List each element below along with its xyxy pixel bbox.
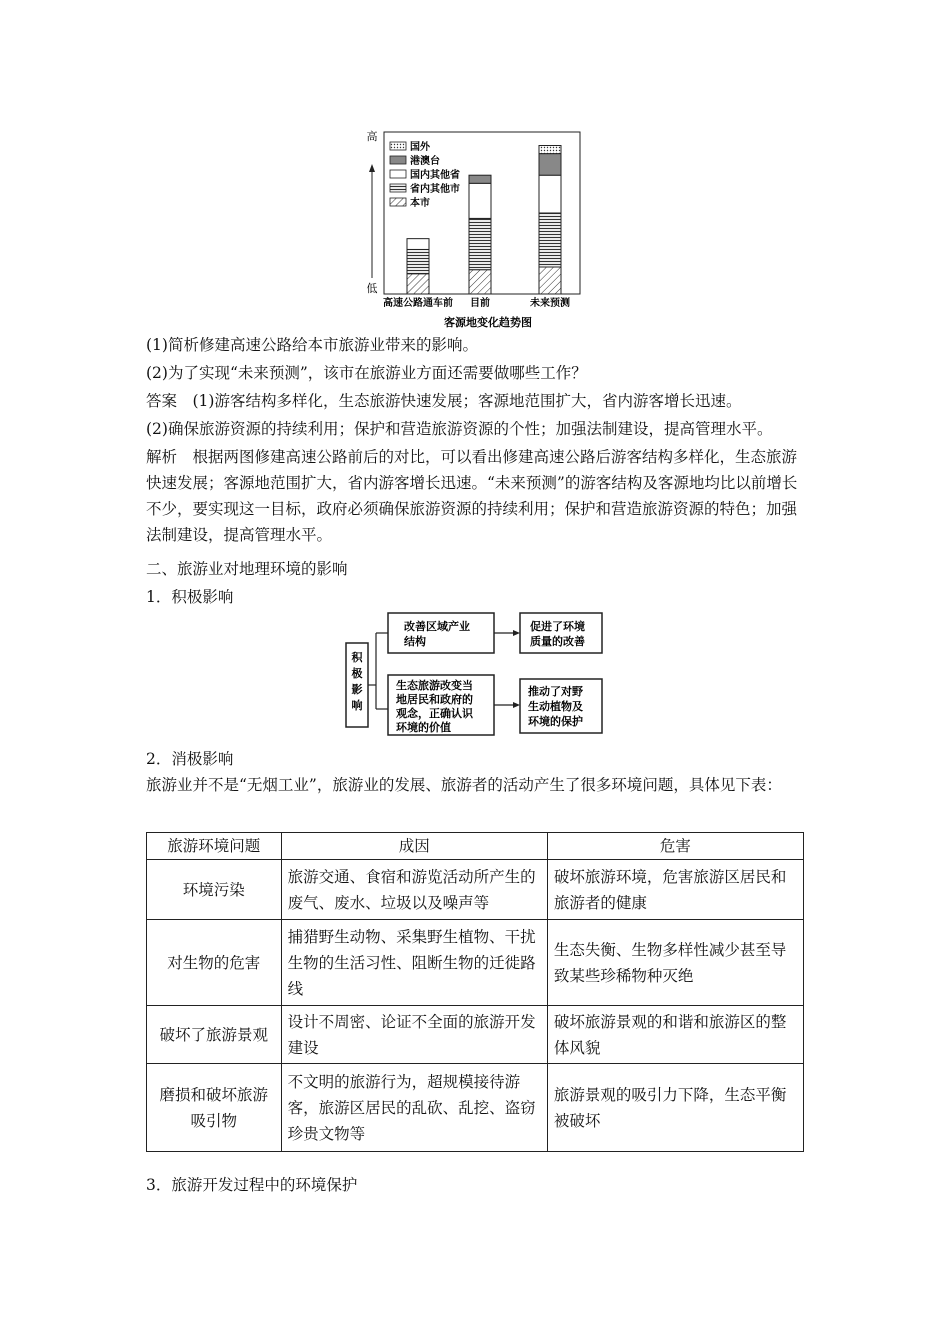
svg-text:生态旅游改变当: 生态旅游改变当 xyxy=(396,679,473,692)
bar-segment xyxy=(407,239,429,250)
svg-text:环境的价值: 环境的价值 xyxy=(396,721,451,734)
svg-text:影: 影 xyxy=(351,683,363,696)
subheading-positive: 1．积极影响 xyxy=(146,588,234,606)
cell-problem: 环境污染 xyxy=(147,860,282,920)
answer-line-2: (2)确保旅游资源的持续利用；保护和营造旅游资源的个性；加强法制建设，提高管理水平。 xyxy=(146,420,773,438)
legend-label: 省内其他市 xyxy=(410,184,460,195)
svg-text:积: 积 xyxy=(351,651,363,664)
legend-label: 港澳台 xyxy=(410,156,440,167)
cell-harm: 破坏旅游景观的和谐和旅游区的整体风貌 xyxy=(547,1006,803,1064)
x-tick-label: 未来预测 xyxy=(530,298,570,309)
header-harm: 危害 xyxy=(547,833,803,860)
source-region-chart xyxy=(360,128,600,334)
chart-title: 客源地变化趋势图 xyxy=(444,316,532,329)
table-header-row xyxy=(147,833,804,860)
svg-text:推动了对野: 推动了对野 xyxy=(528,685,583,698)
positive-impact-diagram xyxy=(344,607,606,737)
svg-text:响: 响 xyxy=(351,699,363,712)
question-2: (2)为了实现“未来预测”，该市在旅游业方面还需要做哪些工作？ xyxy=(146,364,587,382)
svg-text:极: 极 xyxy=(351,667,363,680)
legend-swatch xyxy=(390,198,406,206)
svg-text:结构: 结构 xyxy=(404,635,426,648)
bar-segment xyxy=(407,249,429,273)
legend-swatch xyxy=(390,170,406,178)
svg-text:质量的改善: 质量的改善 xyxy=(530,635,585,648)
bar-segment xyxy=(539,154,561,176)
bar-segment xyxy=(469,175,491,183)
bar-segment xyxy=(539,213,561,267)
bar-segment xyxy=(469,270,491,294)
cell-harm: 破坏旅游环境，危害旅游区居民和旅游者的健康 xyxy=(547,860,803,920)
y-label-low: 低 xyxy=(366,282,378,295)
table-row xyxy=(147,860,804,920)
x-tick-label: 高速公路通车前 xyxy=(383,298,453,309)
negative-intro: 旅游业并不是“无烟工业”，旅游业的发展、旅游者的活动产生了很多环境问题，具体见下表： xyxy=(146,776,782,794)
answer-line-1: 答案 (1)游客结构多样化，生态旅游快速发展；客源地范围扩大，省内游客增长迅速。 xyxy=(146,392,742,410)
legend-swatch xyxy=(390,142,406,150)
cell-cause: 捕猎野生动物、采集野生植物、干扰生物的生活习性、阻断生物的迁徙路线 xyxy=(281,920,547,1006)
header-problem: 旅游环境问题 xyxy=(147,833,282,860)
legend-label: 国外 xyxy=(410,142,430,153)
box-d-text xyxy=(528,684,584,728)
svg-text:改善区域产业: 改善区域产业 xyxy=(404,620,470,633)
legend-swatch xyxy=(390,156,406,164)
bar-segment xyxy=(539,175,561,213)
header-cause: 成因 xyxy=(281,833,547,860)
y-label-high: 高 xyxy=(366,130,378,143)
cell-harm: 生态失衡、生物多样性减少甚至导致某些珍稀物种灭绝 xyxy=(547,920,803,1006)
bars-group xyxy=(407,146,561,295)
legend-swatch xyxy=(390,184,406,192)
cell-cause: 不文明的旅游行为，超规模接待游客，旅游区居民的乱砍、乱挖、盗窃珍贵文物等 xyxy=(281,1064,547,1152)
cell-problem: 破坏了旅游景观 xyxy=(147,1006,282,1064)
x-tick-label: 目前 xyxy=(470,298,490,309)
bar-segment xyxy=(539,267,561,294)
bar-segment xyxy=(469,183,491,218)
legend-label: 国内其他省 xyxy=(410,170,460,181)
legend-label: 本市 xyxy=(410,198,430,209)
bar-segment xyxy=(469,218,491,269)
table-row xyxy=(147,1064,804,1152)
section-heading: 二、旅游业对地理环境的影响 xyxy=(146,560,348,578)
bar-segment xyxy=(407,274,429,294)
svg-text:促进了环境: 促进了环境 xyxy=(530,620,585,633)
arrow-c xyxy=(513,702,520,708)
cell-problem: 对生物的危害 xyxy=(147,920,282,1006)
svg-text:生动植物及: 生动植物及 xyxy=(528,700,583,713)
question-1: (1)简析修建高速公路给本市旅游业带来的影响。 xyxy=(146,336,478,354)
arrow-a xyxy=(513,630,520,636)
x-labels xyxy=(383,296,570,309)
subheading-negative: 2．消极影响 xyxy=(146,750,234,768)
cell-cause: 设计不周密、论证不全面的旅游开发建设 xyxy=(281,1006,547,1064)
subheading-protection: 3．旅游开发过程中的环境保护 xyxy=(146,1176,358,1194)
environment-problems-table xyxy=(146,832,804,1152)
cell-harm: 旅游景观的吸引力下降，生态平衡被破坏 xyxy=(547,1064,803,1152)
cell-cause: 旅游交通、食宿和游览活动所产生的废气、废水、垃圾以及噪声等 xyxy=(281,860,547,920)
analysis-paragraph: 解析 根据两图修建高速公路前后的对比，可以看出修建高速公路后游客结构多样化，生态旅游快速发展；客源地范围扩大，省内游客增长迅速。“未来预测”的游客结构及客源地均比以前增长不少，要实现这一目标，政府必须确保旅游资源的持续利用；保护和营造旅游资源的特色；加强法制建设，提高管理水平。 xyxy=(146,448,798,544)
cell-problem: 磨损和破坏旅游吸引物 xyxy=(147,1064,282,1152)
table-row xyxy=(147,1006,804,1064)
bar-segment xyxy=(539,146,561,154)
table-row xyxy=(147,920,804,1006)
svg-text:地居民和政府的: 地居民和政府的 xyxy=(396,693,473,706)
chart-legend xyxy=(390,140,460,209)
y-axis-arrowhead xyxy=(369,164,375,172)
svg-text:环境的保护: 环境的保护 xyxy=(528,715,583,728)
svg-text:观念，正确认识: 观念，正确认识 xyxy=(396,707,473,720)
